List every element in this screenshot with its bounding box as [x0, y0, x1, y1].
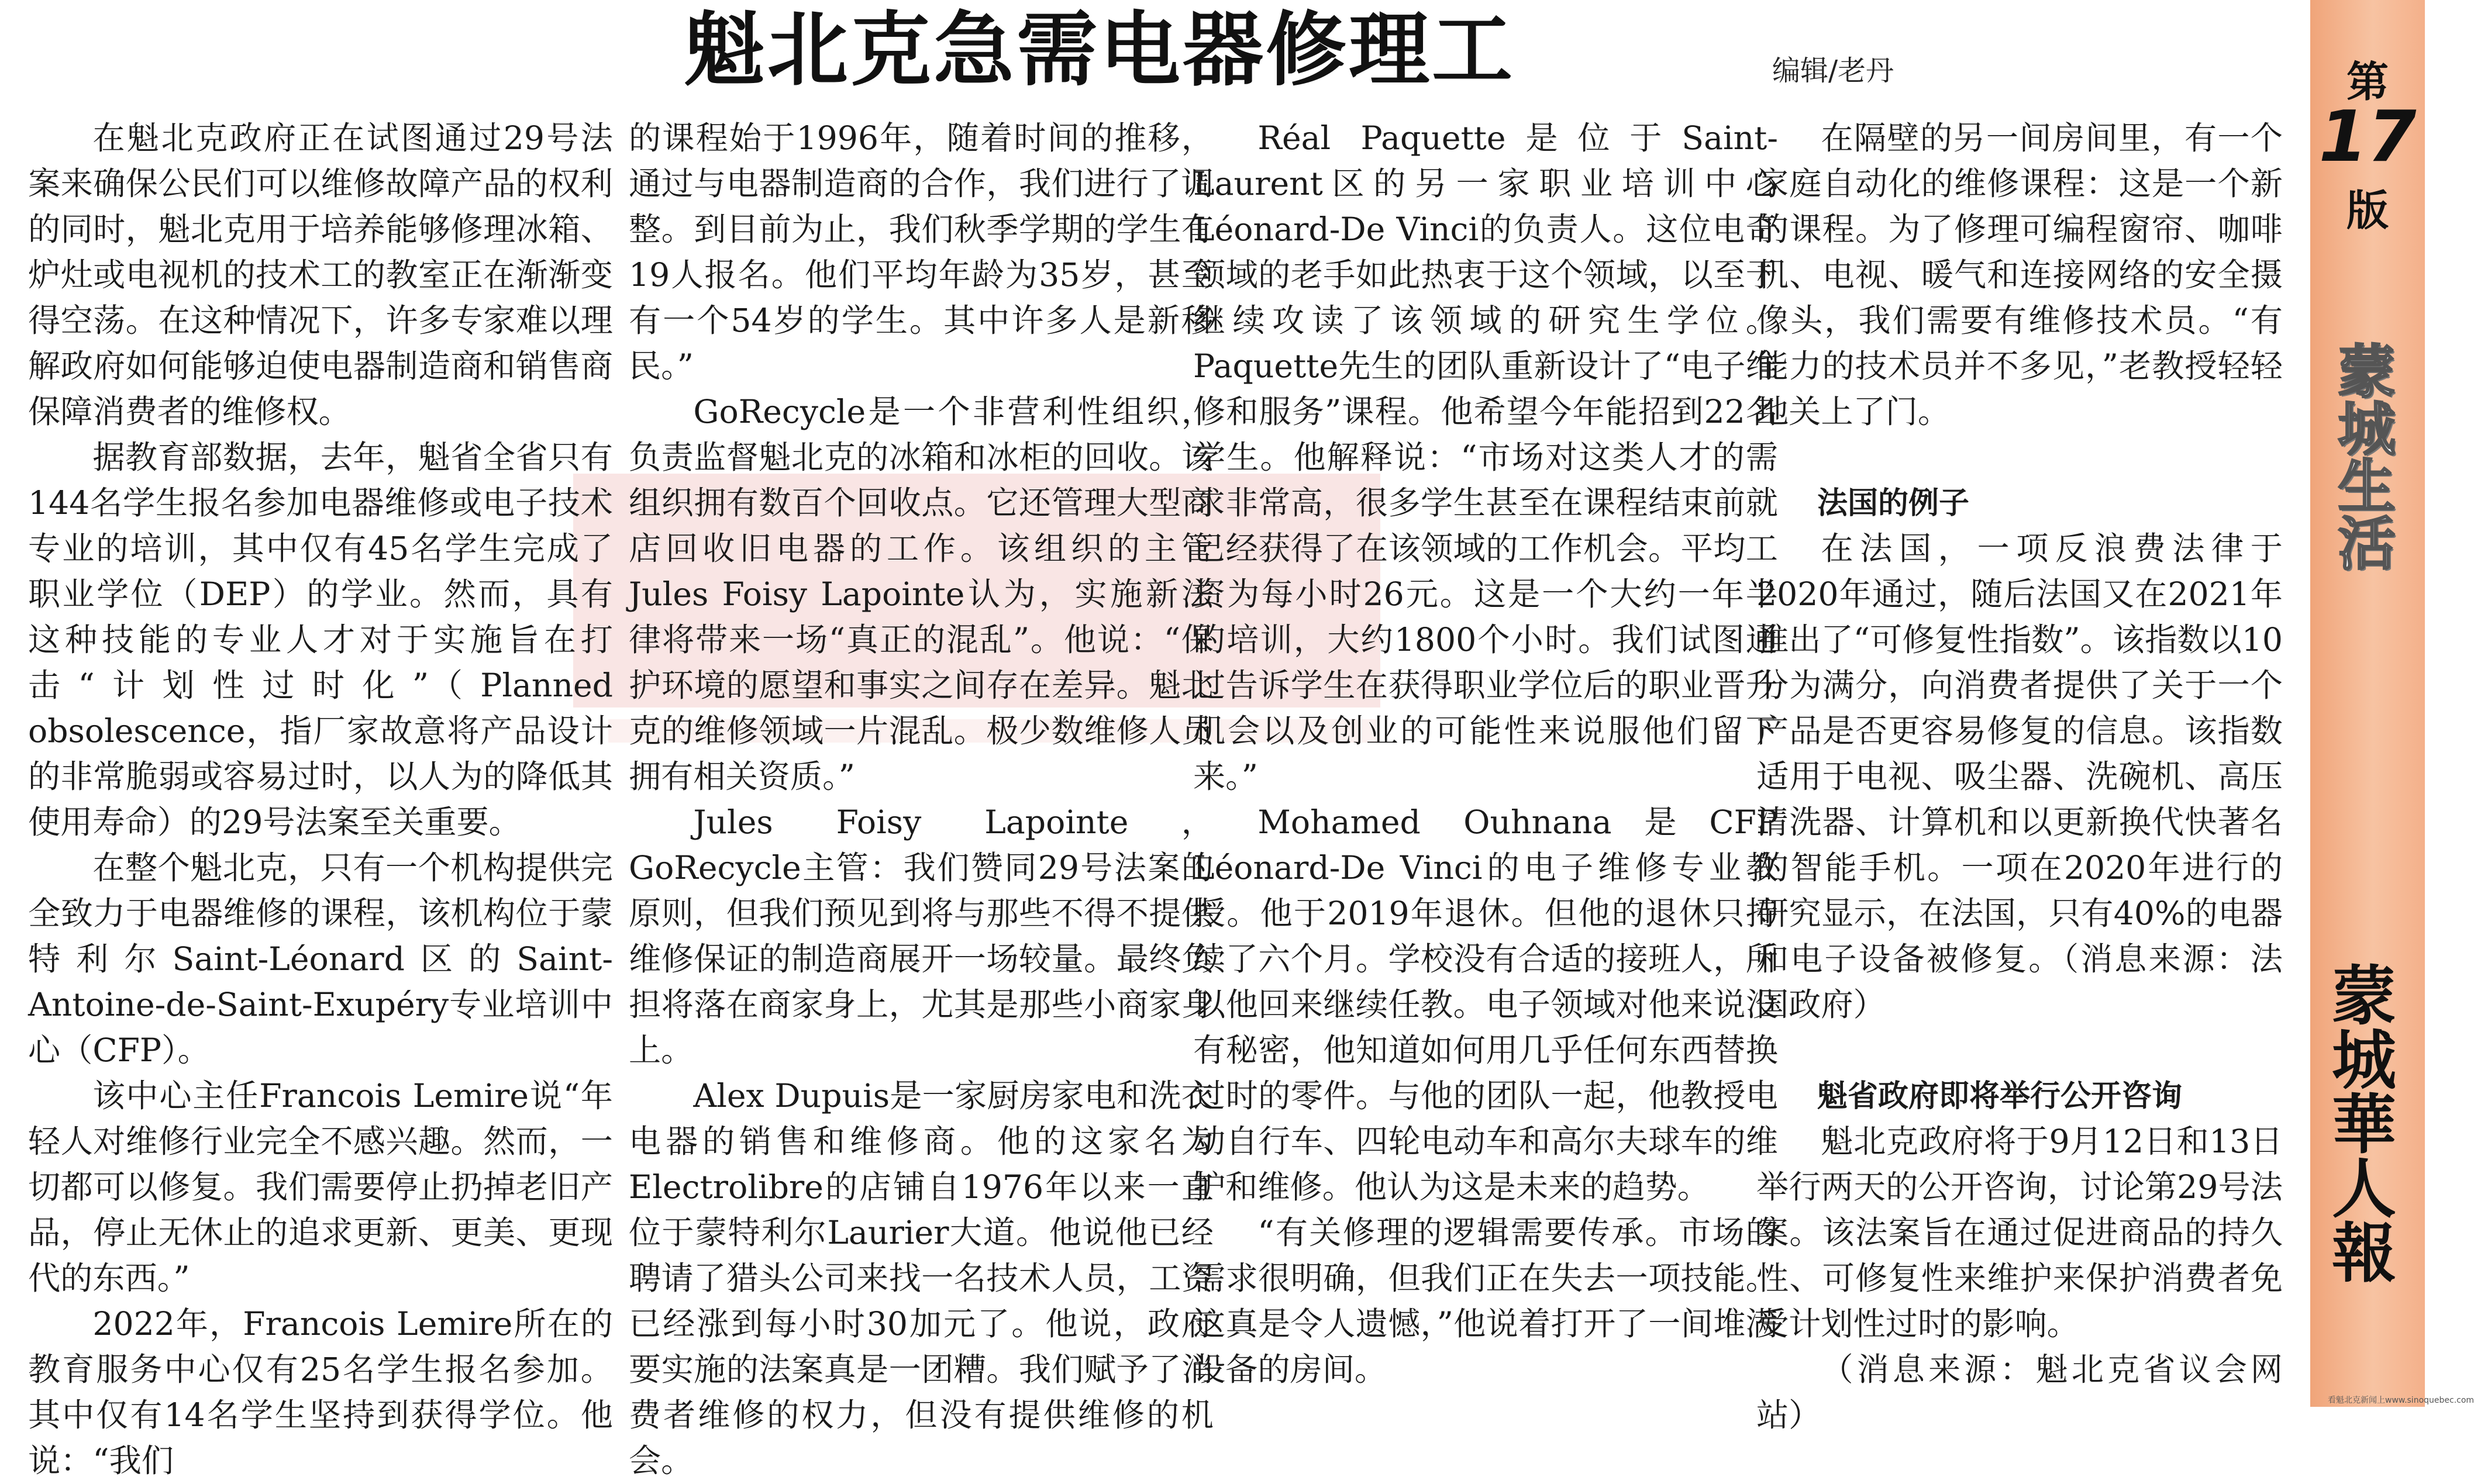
- page-sidebar: [2310, 0, 2425, 1407]
- article-column-2: [629, 116, 1214, 1480]
- page-prefix: 第: [2346, 57, 2389, 106]
- editor-credit: 编辑/老丹: [1772, 54, 1894, 87]
- section-title: 蒙城生活: [2328, 341, 2395, 571]
- footer-url: 看魁北克新闻上www.sinoquebec.com: [2328, 1396, 2474, 1405]
- paragraph: Mohamed Ouhnana是CFP Léonard-De Vinci的电子维修专业教授。他于2019年退休。但他的退休只持续了六个月。学校没有合适的接班人，所以他回来继续任教。电子领域对他来说没有秘密，他知道如何用几乎任何东西替换过时的零件。与他的团队一起，他教授电动自行车、四轮电动车和高尔夫球车的维护和维修。他认为这是未来的趋势。: [1193, 804, 1778, 1206]
- page-number: 17: [2318, 96, 2417, 178]
- paragraph: 在魁北克政府正在试图通过29号法案来确保公民们可以维修故障产品的权利的同时，魁北克用于培养能够修理冰箱、炉灶或电视机的技术工的教室正在渐渐变得空荡。在这种情况下，许多专家难以理解政府如何能够迫使电器制造商和销售商保障消费者的维修权。: [28, 120, 613, 431]
- paragraph: 据教育部数据，去年，魁省全省只有144名学生报名参加电器维修或电子技术专业的培训，其中仅有45名学生完成了职业学位（DEP）的学业。然而，具有这种技能的专业人才对于实施旨在打击“计划性过时化”（Planned obsolescence，指厂家故意将产品设计的非常脆弱或容易过时，以人为的降低其使用寿命）的29号法案至关重要。: [28, 439, 613, 841]
- paragraph: 魁北克政府将于9月12日和13日举行两天的公开咨询，讨论第29号法案。该法案旨在通过促进商品的持久性、可修复性来维护来保护消费者免受计划性过时的影响。: [1756, 1123, 2283, 1343]
- paragraph: 2022年，Francois Lemire所在的教育服务中心仅有25名学生报名参加。其中仅有14名学生坚持到获得学位。他说：“我们: [28, 1306, 613, 1480]
- paragraph: GoRecycle是一个非营利性组织，负责监督魁北克的冰箱和冰柜的回收。该组织拥有数百个回收点。它还管理大型商店回收旧电器的工作。该组织的主管Jules Foisy Lapointe认为，实施新法律将带来一场“真正的混乱”。他说：“保护环境的愿望和事实之间存在差异。魁北克的维修领域一片混乱。极少数维修人员拥有相关资质。”: [629, 394, 1214, 796]
- subheading-france: 法国的例子: [1817, 486, 1970, 521]
- paragraph: “有关修理的逻辑需要传承。市场的需求很明确，但我们正在失去一项技能。这真是令人遗憾，”他说着打开了一间堆满设备的房间。: [1193, 1214, 1778, 1389]
- article-column-4: [1756, 116, 2283, 1434]
- page-suffix: 版: [2346, 186, 2389, 235]
- paragraph: 该中心主任Francois Lemire说“年轻人对维修行业完全不感兴趣。然而，一切都可以修复。我们需要停止扔掉老旧产品，停止无休止的追求更新、更美、更现代的东西。”: [28, 1078, 613, 1297]
- subheading-consultation: 魁省政府即将举行公开咨询: [1817, 1079, 2183, 1114]
- paragraph: 在隔壁的另一间房间里，有一个家庭自动化的维修课程：这是一个新的课程。为了修理可编程窗帘、咖啡机、电视、暖气和连接网络的安全摄像头，我们需要有维修技术员。“有能力的技术员并不多见，”老教授轻轻地关上了门。: [1756, 120, 2283, 431]
- article-column-3: [1193, 116, 1778, 1390]
- paragraph: 在法国，一项反浪费法律于2020年通过，随后法国又在2021年推出了“可修复性指数”。该指数以10分为满分，向消费者提供了关于一个产品是否更容易修复的信息。该指数适用于电视、吸尘器、洗碗机、高压清洗器、计算机和以更新换代快著名的智能手机。一项在2020年进行的研究显示，在法国，只有40%的电器和电子设备被修复。（消息来源：法国政府）: [1756, 530, 2283, 1024]
- headline: 魁北克急需电器修理工: [684, 3, 1515, 97]
- paragraph: Réal Paquette是位于Saint-Laurent区的另一家职业培训中心Léonard-De Vinci的负责人。这位电奇领域的老手如此热衷于这个领域，以至于继续攻读了该领域的研究生学位。Paquette先生的团队重新设计了“电子维修和服务”课程。他希望今年能招到22名学生。他解释说：“市场对这类人才的需求非常高，很多学生甚至在课程结束前就已经获得了在该领域的工作机会。平均工资为每小时26元。这是一个大约一年半的培训，大约1800个小时。我们试图通过告诉学生在获得职业学位后的职业晋升机会以及创业的可能性来说服他们留下来。”: [1193, 120, 1778, 796]
- paragraph: 在整个魁北克，只有一个机构提供完全致力于电器维修的课程，该机构位于蒙特利尔Saint-Léonard区的Saint-Antoine-de-Saint-Exupéry专业培训中心（CFP）。: [28, 850, 613, 1069]
- paragraph: 的课程始于1996年，随着时间的推移，通过与电器制造商的合作，我们进行了调整。到目前为止，我们秋季学期的学生有19人报名。他们平均年龄为35岁，甚至有一个54岁的学生。其中许多人是新移民。”: [629, 120, 1214, 385]
- article-column-1: [28, 116, 613, 1480]
- paragraph: Jules Foisy Lapointe，GoRecycle主管：我们赞同29号法案的原则，但我们预见到将与那些不得不提供维修保证的制造商展开一场较量。最终负担将落在商家身上，尤其是那些小商家身上。: [629, 804, 1214, 1069]
- source-note: （消息来源：魁北克省议会网站）: [1756, 1351, 2283, 1434]
- newspaper-name: 蒙城華人報: [2321, 962, 2397, 1283]
- paragraph: Alex Dupuis是一家厨房家电和洗衣电器的销售和维修商。他的这家名为Electrolibre的店铺自1976年以来一直位于蒙特利尔Laurier大道。他说他已经聘请了猎头公司来找一名技术人员，工资已经涨到每小时30加元了。他说，政府要实施的法案真是一团糟。我们赋予了消费者维修的权力，但没有提供维修的机会。: [629, 1078, 1214, 1480]
